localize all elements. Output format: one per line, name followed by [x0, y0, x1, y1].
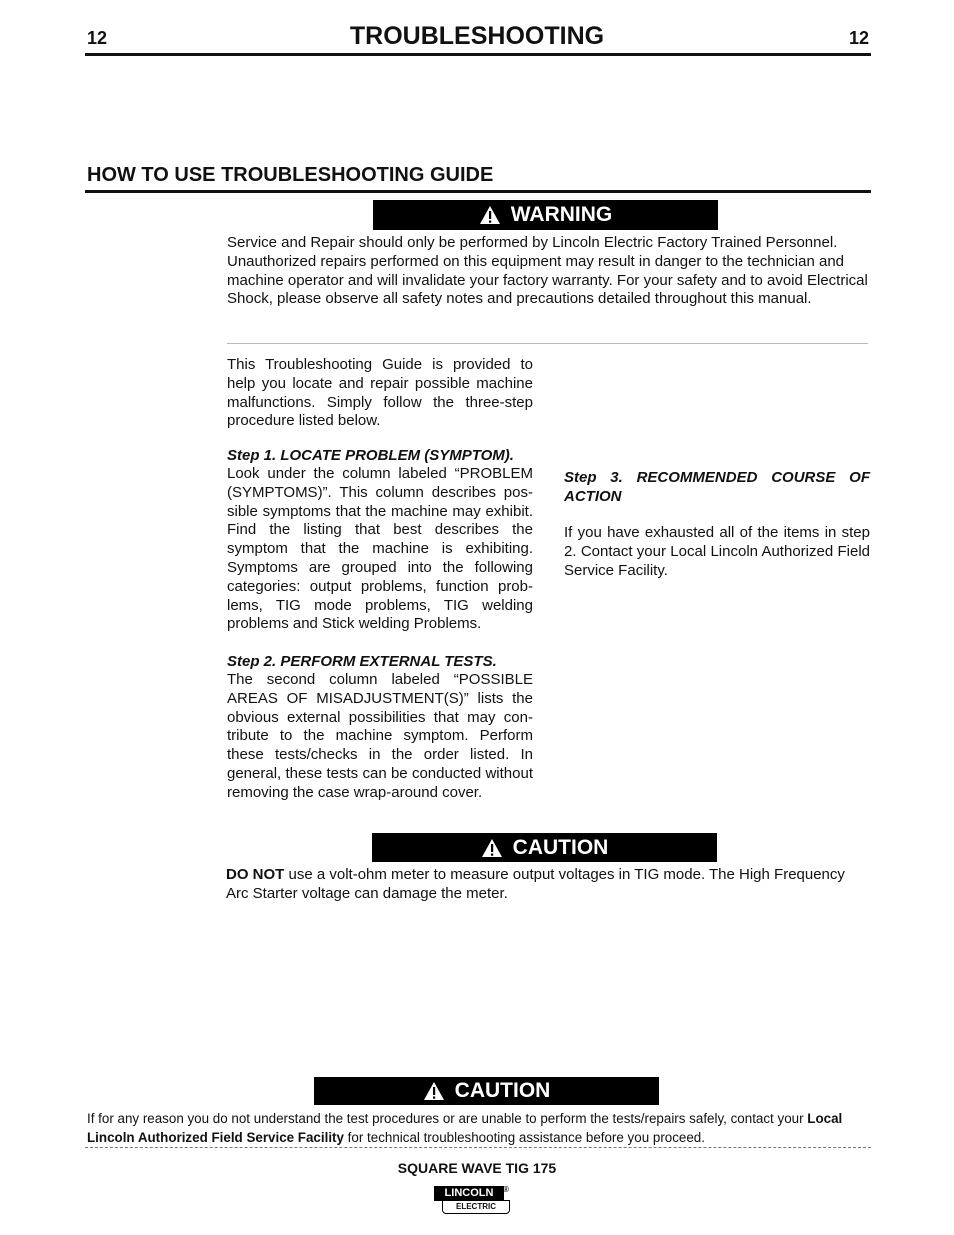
caution-1-text — [226, 866, 846, 904]
step-1-text: Look under the column labeled “PROBLEM (SYMPTOMS)”. This column describes possible symptoms that the machine may exhibit. Find the listing that best describes the symptom that the machine is exhibiting. Symptoms are grouped into the following categories: output problems, function problems, TIG mode problems, TIG welding problems and Stick welding Problems. — [227, 465, 533, 633]
caution-1-bold-lead: DO NOT — [226, 866, 285, 883]
warning-text: Service and Repair should only be performed by Lincoln Electric Factory Trained Personnel. Unauthorized repairs performed on this equipment may result in danger to the technician and machine operator and will invalidate your factory warranty. For your safety and to avoid Electrical Shock, please observe all safety notes and precautions detailed throughout this manual. — [227, 234, 868, 308]
warning-label: WARNING — [510, 203, 613, 226]
header-rule — [85, 53, 871, 56]
warning-triangle-icon — [423, 1081, 445, 1101]
warning-triangle-icon — [479, 205, 501, 225]
page-title: TROUBLESHOOTING — [349, 22, 605, 50]
page-number-left: 12 — [87, 28, 108, 48]
caution-2-bold: Local Lincoln Authorized Field Service Facility — [87, 1111, 843, 1145]
intro-text: This Troubleshooting Guide is provided to help you locate and repair possible machine malfunctions. Simply follow the three-step procedure listed below. — [227, 356, 533, 430]
warning-triangle-icon — [481, 838, 503, 858]
caution-1-body: use a volt-ohm meter to measure output voltages in TIG mode. The High Frequency Arc Starter voltage can damage the meter. — [226, 866, 845, 902]
step-2-text: The second column labeled “POSSIBLE AREAS OF MISADJUSTMENT(S)” lists the obvious external possibilities that may contribute to the machine symptom. Perform these tests/checks in the order listed. In general, these tests can be conducted without removing the case wrap-around cover. — [227, 671, 533, 801]
logo-registered-mark: ® — [503, 1185, 509, 1194]
caution-1-label: CAUTION — [512, 835, 609, 859]
logo-bottom: ELECTRIC — [442, 1200, 510, 1214]
warning-divider — [227, 343, 868, 344]
step-3-heading: Step 3. RECOMMENDED COURSE OF ACTION — [564, 469, 870, 505]
caution-2-body-start: If for any reason you do not understand the test procedures or are unable to perform the tests/repairs safely, contact your — [87, 1111, 808, 1126]
caution-banner-1 — [372, 833, 717, 862]
footer-divider — [85, 1147, 871, 1148]
section-title: HOW TO USE TROUBLESHOOTING GUIDE — [87, 164, 494, 186]
product-name: SQUARE WAVE TIG 175 — [397, 1160, 557, 1176]
logo-top: LINCOLN — [434, 1186, 504, 1201]
step-2-heading: Step 2. PERFORM EXTERNAL TESTS. — [227, 653, 497, 670]
lincoln-electric-logo — [434, 1186, 512, 1216]
step-1-heading: Step 1. LOCATE PROBLEM (SYMPTOM). — [227, 447, 514, 464]
warning-banner — [373, 200, 718, 230]
caution-2-body-end: for technical troubleshooting assistance before you proceed. — [343, 1130, 705, 1145]
caution-2-label: CAUTION — [454, 1079, 551, 1102]
caution-banner-2 — [314, 1077, 659, 1105]
caution-2-text — [87, 1109, 872, 1147]
step-3-text: If you have exhausted all of the items in step 2. Contact your Local Lincoln Authorized Field Service Facility. — [564, 524, 870, 579]
page-number-right: 12 — [849, 28, 870, 48]
section-rule — [85, 190, 871, 193]
